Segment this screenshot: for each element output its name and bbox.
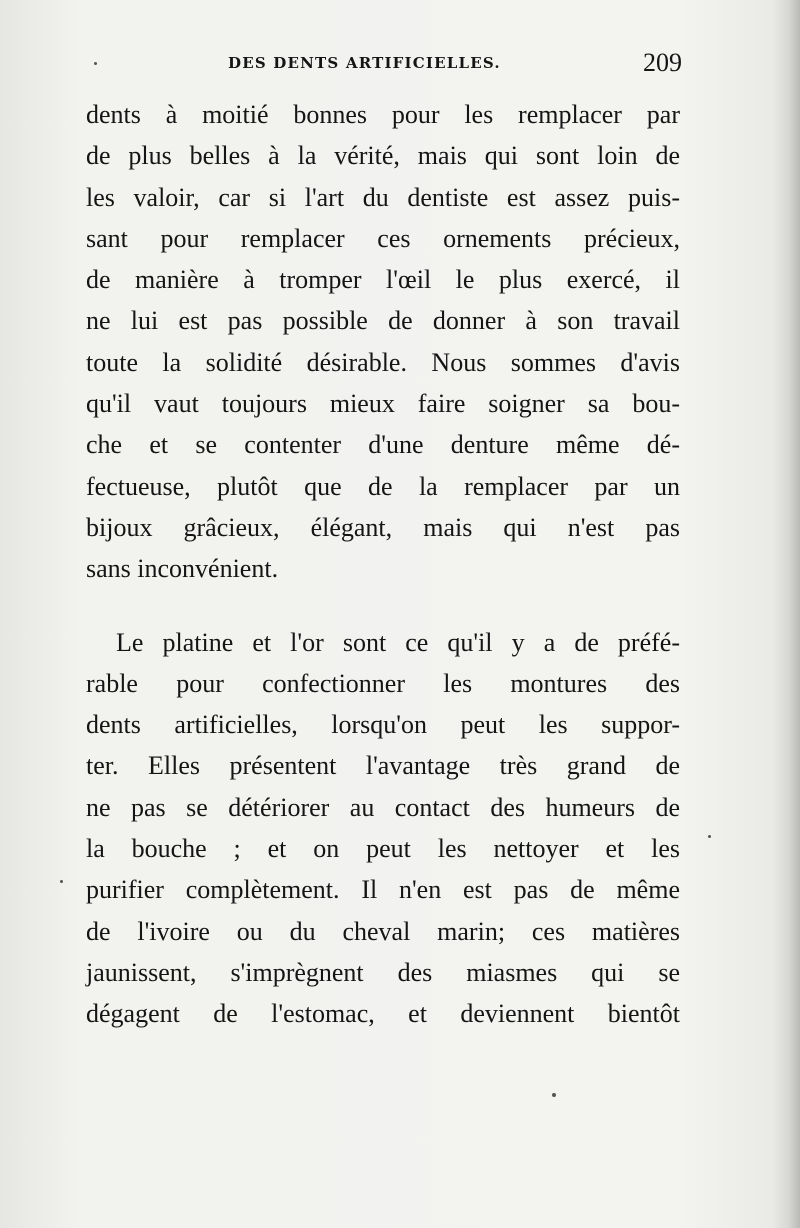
ink-speck	[94, 62, 97, 65]
ink-speck	[552, 1093, 556, 1097]
paragraph-gap	[86, 590, 680, 622]
text-line: ne pas se détériorer au contact des humeurs de	[86, 792, 680, 822]
text-line: dents à moitié bonnes pour les remplacer par	[86, 100, 680, 129]
ink-speck	[708, 835, 711, 838]
page-edge-shadow	[772, 0, 800, 1228]
text-line: dents artificielles, lorsqu'on peut les suppor-	[86, 710, 680, 740]
text-line: bijoux grâcieux, élégant, mais qui n'est pas	[86, 512, 680, 542]
paragraph-1	[86, 94, 680, 590]
paragraph-2	[86, 622, 680, 1035]
page-number: 209	[643, 48, 682, 77]
text-line: dégagent de l'estomac, et deviennent bientôt	[86, 999, 680, 1029]
text-line: de l'ivoire ou du cheval marin; ces matières	[86, 916, 680, 946]
text-line: fectueuse, plutôt que de la remplacer par un	[86, 471, 680, 501]
body-text	[86, 94, 680, 1035]
text-line: sans inconvénient.	[86, 554, 279, 584]
text-line: che et se contenter d'une denture même dé-	[86, 430, 680, 460]
text-line: toute la solidité désirable. Nous sommes d'avis	[86, 347, 680, 377]
text-line: Le platine et l'or sont ce qu'il y a de préfé-	[116, 627, 680, 657]
text-line: qu'il vaut toujours mieux faire soigner sa bou-	[86, 389, 680, 419]
running-head	[86, 48, 682, 78]
running-title: DES DENTS ARTIFICIELLES.	[228, 54, 501, 72]
text-line: rable pour confectionner les montures des	[86, 668, 680, 698]
ink-speck	[60, 880, 63, 883]
text-line: purifier complètement. Il n'en est pas de même	[86, 875, 680, 905]
text-line: ne lui est pas possible de donner à son travail	[86, 306, 680, 336]
text-line: jaunissent, s'imprègnent des miasmes qui se	[86, 957, 680, 987]
text-line: ter. Elles présentent l'avantage très grand de	[86, 751, 680, 781]
text-line: de manière à tromper l'œil le plus exercé, il	[86, 265, 680, 295]
text-line: la bouche ; et on peut les nettoyer et les	[86, 834, 680, 864]
text-line: sant pour remplacer ces ornements précieux,	[86, 223, 680, 253]
text-line: les valoir, car si l'art du dentiste est assez puis-	[86, 182, 680, 212]
text-line: de plus belles à la vérité, mais qui sont loin de	[86, 141, 680, 171]
